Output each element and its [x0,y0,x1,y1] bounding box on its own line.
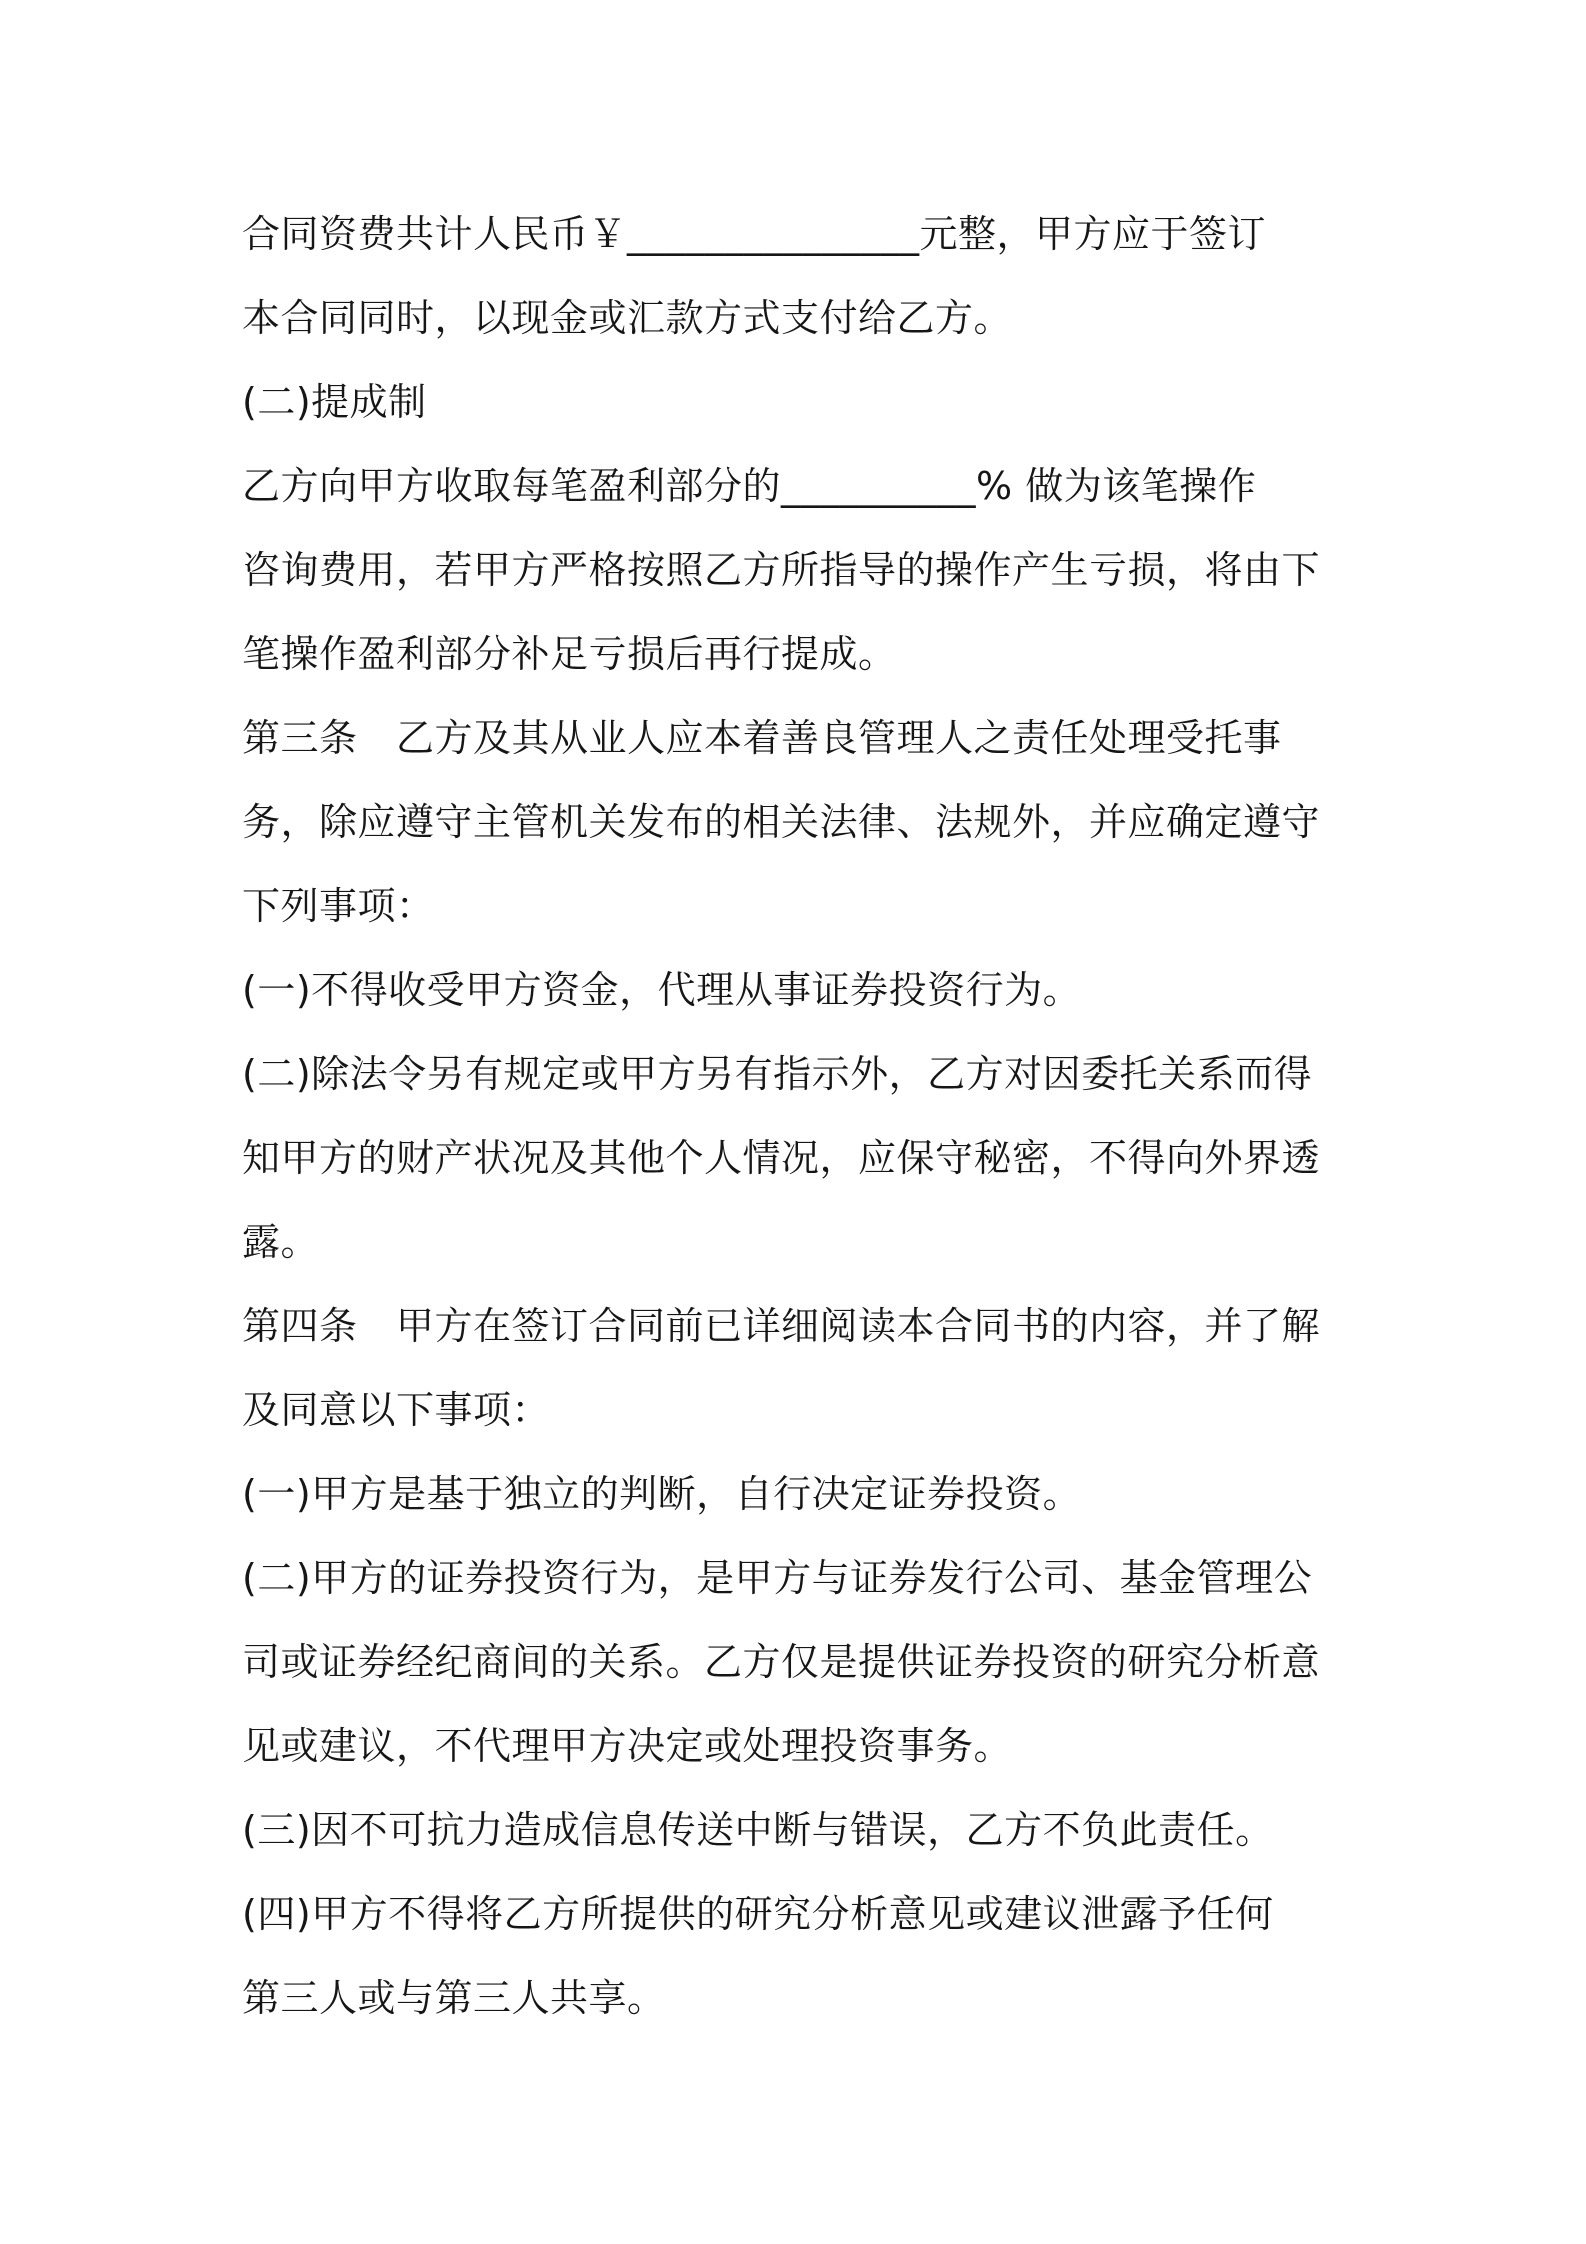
text-line: (一)不得收受甲方资金，代理从事证券投资行为。 [242,968,1082,1012]
text-line: (三)因不可抗力造成信息传送中断与错误，乙方不负此责任。 [242,1808,1274,1852]
paragraph-article-4-item-3 [242,1788,1362,1872]
text-line: 司或证券经纪商间的关系。乙方仅是提供证券投资的研究分析意 [242,1640,1321,1684]
text-line: 知甲方的财产状况及其他个人情况，应保守秘密，不得向外界透 [242,1136,1321,1180]
text-line: 及同意以下事项： [242,1388,551,1432]
paragraph-article-3-item-1 [242,948,1362,1032]
text-line: 乙方向甲方收取每笔盈利部分的__________% 做为该笔操作 [242,464,1257,508]
paragraph-article-4-item-1 [242,1452,1362,1536]
section-heading: (二)提成制 [242,380,427,424]
text-line: 见或建议，不代理甲方决定或处理投资事务。 [242,1724,1013,1768]
paragraph-article-4 [242,1284,1362,1452]
text-line: 务，除应遵守主管机关发布的相关法律、法规外，并应确定遵守 [242,800,1321,844]
paragraph-article-3 [242,696,1362,948]
text-line: (二)除法令另有规定或甲方另有指示外，乙方对因委托关系而得 [242,1052,1313,1096]
paragraph-commission-rate [242,444,1362,696]
text-line: (二)甲方的证券投资行为，是甲方与证券发行公司、基金管理公 [242,1556,1313,1600]
paragraph-article-3-item-2 [242,1032,1362,1284]
paragraph-article-4-item-2 [242,1536,1362,1788]
text-line: 本合同同时，以现金或汇款方式支付给乙方。 [242,296,1013,340]
paragraph-fee-total [242,192,1362,360]
text-line: (一)甲方是基于独立的判断，自行决定证券投资。 [242,1472,1082,1516]
text-line: 露。 [242,1220,320,1264]
text-line: (四)甲方不得将乙方所提供的研究分析意见或建议泄露予任何 [242,1892,1274,1936]
text-line: 合同资费共计人民币￥_______________元整，甲方应于签订 [242,212,1267,256]
contract-body [242,192,1362,2040]
text-line: 第四条 甲方在签订合同前已详细阅读本合同书的内容，并了解 [242,1304,1321,1348]
paragraph-commission-heading [242,360,1362,444]
text-line: 下列事项： [242,884,435,928]
text-line: 笔操作盈利部分补足亏损后再行提成。 [242,632,897,676]
text-line: 咨询费用，若甲方严格按照乙方所指导的操作产生亏损，将由下 [242,548,1321,592]
paragraph-article-4-item-4 [242,1872,1362,2040]
text-line: 第三人或与第三人共享。 [242,1976,666,2020]
text-line: 第三条 乙方及其从业人应本着善良管理人之责任处理受托事 [242,716,1282,760]
